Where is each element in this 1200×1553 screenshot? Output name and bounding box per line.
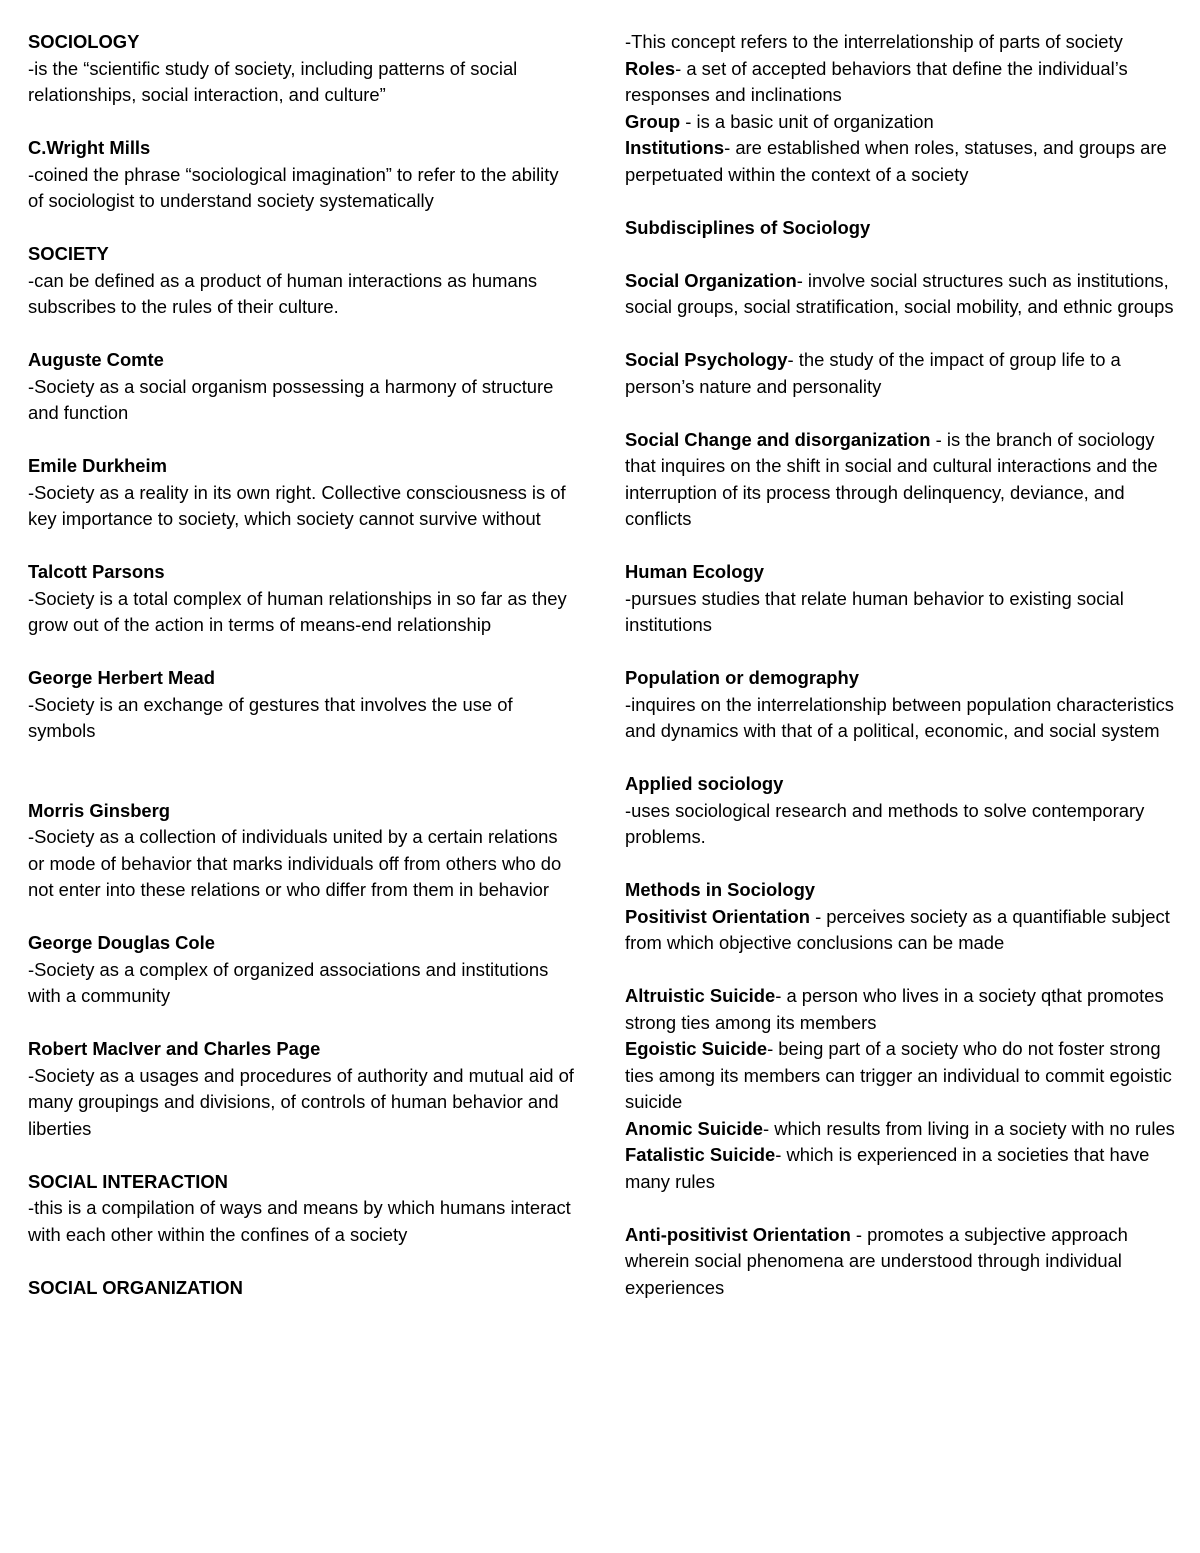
antipositivist-entry — [625, 1222, 1185, 1302]
section-heading: Methods in Sociology — [625, 879, 816, 900]
section-heading: SOCIOLOGY — [28, 31, 140, 52]
social-organization-section — [28, 1275, 578, 1302]
section-heading: Talcott Parsons — [28, 561, 165, 582]
term: Anti-positivist Orientation — [625, 1223, 851, 1245]
term-definition: - which results from living in a society with no rules — [762, 1117, 1175, 1139]
altruistic-entry — [625, 983, 1185, 1036]
section-heading: Auguste Comte — [28, 349, 164, 370]
anomic-entry — [625, 1116, 1185, 1143]
methods-section — [625, 877, 1185, 957]
egoistic-entry — [625, 1036, 1185, 1116]
term: Positivist Orientation — [625, 905, 810, 927]
term-definition: - is a basic unit of organization — [680, 110, 934, 132]
term: Egoistic Suicide — [625, 1038, 768, 1059]
section-definition: -uses sociological research and methods to solve contemporary problems. — [625, 799, 1145, 847]
society-section — [28, 241, 578, 321]
human-ecology-section — [625, 559, 1185, 639]
section-definition: -Society as a usages and procedures of authority and mutual aid of many groupings and divisions, of controls of human behavior and liberties — [28, 1064, 574, 1139]
term-definition: - perceives society as a quantifiable subject from which objective conclusions can be made — [625, 905, 1170, 953]
fatalistic-entry — [625, 1142, 1185, 1195]
social-change-entry — [625, 427, 1185, 533]
term-definition: - the study of the impact of group life to a person’s nature and personality — [625, 349, 1121, 397]
suicide-types-section — [625, 983, 1185, 1195]
section-definition: -Society is an exchange of gestures that involves the use of symbols — [28, 693, 513, 741]
section-heading: Population or demography — [625, 667, 859, 688]
section-definition: -Society as a collection of individuals united by a certain relations or mode of behavior that marks individuals off from others who do not enter into these relations or who differ from them in behavior — [28, 826, 562, 900]
section-heading: George Douglas Cole — [28, 932, 216, 953]
section-definition: -this is a compilation of ways and means by which humans interact with each other within the confines of a society — [28, 1197, 571, 1245]
parsons-section — [28, 559, 578, 639]
left-column — [28, 29, 578, 1328]
mead-section — [28, 665, 578, 745]
section-heading: SOCIAL ORGANIZATION — [28, 1276, 243, 1298]
section-heading: SOCIETY — [28, 243, 109, 264]
concept-definition: -This concept refers to the interrelationship of parts of society — [625, 31, 1123, 52]
term: Anomic Suicide — [625, 1117, 763, 1139]
social-organization-entry — [625, 268, 1185, 321]
section-definition: -can be defined as a product of human interactions as humans subscribes to the rules of their culture. — [28, 269, 538, 317]
term: Altruistic Suicide — [625, 985, 776, 1006]
entry-text — [625, 427, 1185, 533]
section-definition: -inquires on the interrelationship between population characteristics and dynamics with that of a political, economic, and social system — [625, 693, 1174, 741]
section-heading: Subdisciplines of Sociology — [625, 216, 871, 238]
section-heading: SOCIAL INTERACTION — [28, 1170, 228, 1192]
term: Roles — [625, 57, 676, 79]
section-heading: Emile Durkheim — [28, 455, 167, 476]
organization-concept-section — [625, 29, 1185, 188]
maciver-section — [28, 1036, 578, 1142]
section-definition: -is the “scientific study of society, including patterns of social relationships, social interaction, and culture” — [28, 57, 518, 105]
group-entry — [625, 109, 1185, 136]
section-heading: Robert MacIver and Charles Page — [28, 1038, 321, 1059]
term-definition: - involve social structures such as institutions, social groups, social stratification, social mobility, and ethnic groups — [625, 269, 1174, 317]
term-definition: - being part of a society who do not foster strong ties among its members can trigger an individual to commit egoistic suicide — [625, 1038, 1172, 1112]
roles-entry — [625, 56, 1185, 109]
subdisciplines-section — [625, 215, 1185, 242]
ginsberg-section — [28, 798, 578, 904]
term: Institutions — [625, 137, 725, 158]
comte-section — [28, 347, 578, 427]
section-definition: -Society as a social organism possessing a harmony of structure and function — [28, 375, 554, 423]
section-definition: -Society as a reality in its own right. Collective consciousness is of key importance to society, which society cannot survive without — [28, 481, 566, 529]
entry-text — [625, 1222, 1185, 1302]
cole-section — [28, 930, 578, 1010]
applied-sociology-section — [625, 771, 1185, 851]
section-definition: -coined the phrase “sociological imagination” to refer to the ability of sociologist to understand society systematically — [28, 163, 559, 211]
durkheim-section — [28, 453, 578, 533]
positivist-entry — [625, 904, 1185, 957]
term-definition: - which is experienced in a societies that have many rules — [625, 1144, 1150, 1192]
term: Social Change and disorganization — [625, 428, 931, 450]
term-definition: - are established when roles, statuses, and groups are perpetuated within the context of a society — [625, 137, 1167, 185]
term: Fatalistic Suicide — [625, 1144, 776, 1165]
term-definition: - a person who lives in a society qthat promotes strong ties among its members — [625, 985, 1164, 1033]
section-definition: -Society as a complex of organized associations and institutions with a community — [28, 958, 549, 1006]
entry-text — [625, 268, 1185, 321]
section-heading: Human Ecology — [625, 561, 764, 582]
section-definition: -pursues studies that relate human behavior to existing social institutions — [625, 587, 1124, 635]
section-heading: Applied sociology — [625, 773, 784, 794]
mills-section — [28, 135, 578, 215]
section-definition: -Society is a total complex of human relationships in so far as they grow out of the action in terms of means-end relationship — [28, 587, 567, 635]
social-interaction-section — [28, 1169, 578, 1249]
term: Group — [625, 110, 681, 132]
term: Social Organization — [625, 269, 797, 291]
term-definition: - a set of accepted behaviors that define the individual’s responses and inclinations — [625, 57, 1128, 105]
population-section — [625, 665, 1185, 745]
term: Social Psychology — [625, 349, 788, 370]
section-heading: George Herbert Mead — [28, 667, 216, 688]
section-heading: C.Wright Mills — [28, 137, 151, 158]
institutions-entry — [625, 135, 1185, 188]
social-psychology-entry — [625, 347, 1185, 400]
term-definition: - is the branch of sociology that inquires on the shift in social and cultural interactions and the interruption of its process through delinquency, deviance, and conflicts — [625, 428, 1158, 529]
section-heading: Morris Ginsberg — [28, 799, 171, 821]
sociology-section — [28, 29, 578, 109]
entry-text — [625, 347, 1185, 400]
right-column — [625, 29, 1185, 1328]
term-definition: - promotes a subjective approach wherein social phenomena are understood through individual experiences — [625, 1223, 1128, 1298]
